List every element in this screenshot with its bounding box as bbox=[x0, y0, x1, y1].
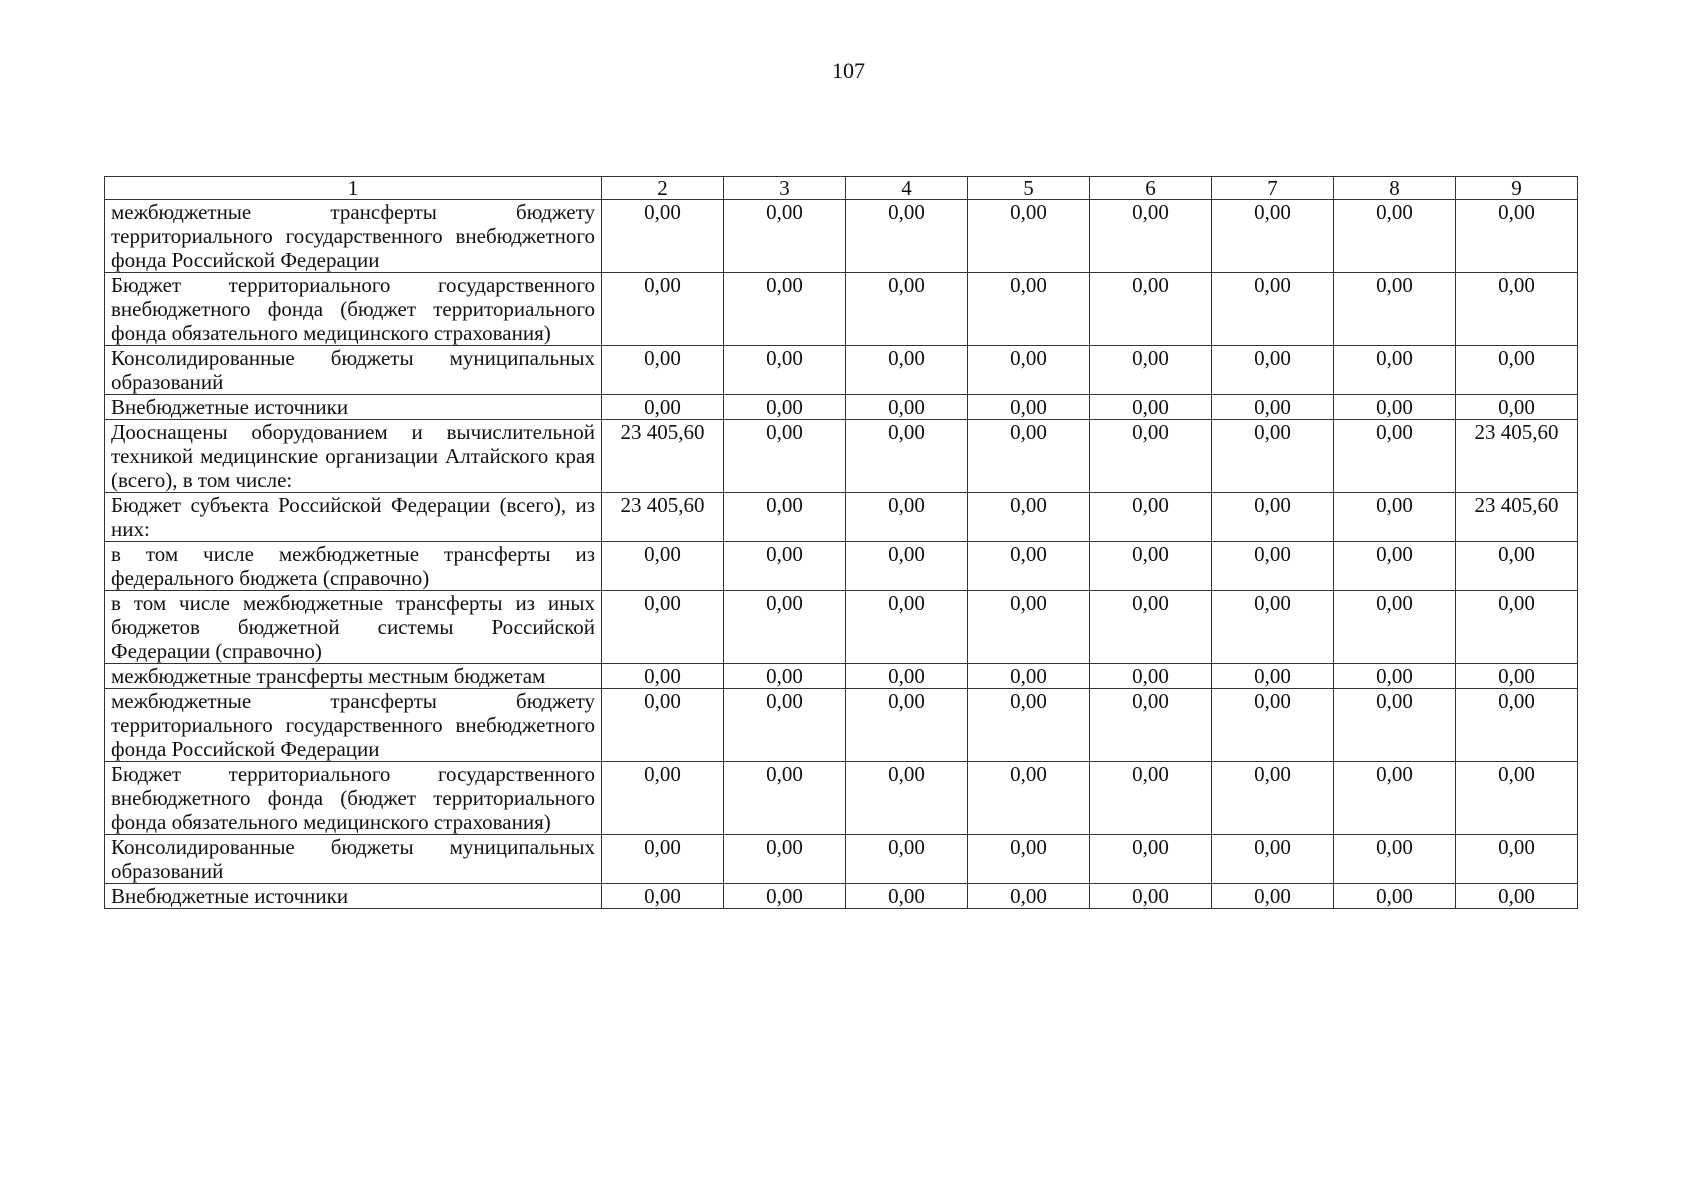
value-cell-col-7: 0,00 bbox=[1212, 884, 1334, 909]
value-cell-col-9: 0,00 bbox=[1456, 346, 1578, 395]
value-cell-col-4: 0,00 bbox=[846, 493, 968, 542]
value-cell-col-7: 0,00 bbox=[1212, 664, 1334, 689]
value-cell-col-3: 0,00 bbox=[724, 273, 846, 346]
value-cell-col-9: 0,00 bbox=[1456, 884, 1578, 909]
value-cell-col-2: 0,00 bbox=[602, 762, 724, 835]
value-cell-col-4: 0,00 bbox=[846, 664, 968, 689]
value-cell-col-8: 0,00 bbox=[1334, 346, 1456, 395]
value-cell-col-8: 0,00 bbox=[1334, 395, 1456, 420]
value-cell-col-4: 0,00 bbox=[846, 591, 968, 664]
value-cell-col-6: 0,00 bbox=[1090, 664, 1212, 689]
value-cell-col-7: 0,00 bbox=[1212, 762, 1334, 835]
column-header-4: 4 bbox=[846, 177, 968, 200]
row-label: Бюджет территориального государственного внебюджетного фонда (бюджет территориального фонда обязательного медицинского страхования) bbox=[105, 273, 602, 346]
value-cell-col-9: 23 405,60 bbox=[1456, 420, 1578, 493]
value-cell-col-5: 0,00 bbox=[968, 835, 1090, 884]
value-cell-col-2: 0,00 bbox=[602, 346, 724, 395]
value-cell-col-9: 0,00 bbox=[1456, 542, 1578, 591]
page-number: 107 bbox=[832, 58, 865, 83]
value-cell-col-5: 0,00 bbox=[968, 493, 1090, 542]
value-cell-col-5: 0,00 bbox=[968, 664, 1090, 689]
value-cell-col-2: 0,00 bbox=[602, 542, 724, 591]
value-cell-col-7: 0,00 bbox=[1212, 689, 1334, 762]
value-cell-col-5: 0,00 bbox=[968, 200, 1090, 273]
value-cell-col-6: 0,00 bbox=[1090, 346, 1212, 395]
value-cell-col-4: 0,00 bbox=[846, 884, 968, 909]
value-cell-col-5: 0,00 bbox=[968, 346, 1090, 395]
row-label: Дооснащены оборудованием и вычислительной техникой медицинские организации Алтайского края (всего), в том числе: bbox=[105, 420, 602, 493]
value-cell-col-2: 0,00 bbox=[602, 395, 724, 420]
column-header-1: 1 bbox=[105, 177, 602, 200]
value-cell-col-6: 0,00 bbox=[1090, 835, 1212, 884]
value-cell-col-5: 0,00 bbox=[968, 762, 1090, 835]
value-cell-col-9: 0,00 bbox=[1456, 591, 1578, 664]
value-cell-col-6: 0,00 bbox=[1090, 493, 1212, 542]
table-row bbox=[105, 542, 1578, 591]
value-cell-col-8: 0,00 bbox=[1334, 420, 1456, 493]
value-cell-col-3: 0,00 bbox=[724, 346, 846, 395]
value-cell-col-3: 0,00 bbox=[724, 591, 846, 664]
table-row bbox=[105, 420, 1578, 493]
row-label: межбюджетные трансферты местным бюджетам bbox=[105, 664, 602, 689]
column-header-6: 6 bbox=[1090, 177, 1212, 200]
value-cell-col-5: 0,00 bbox=[968, 420, 1090, 493]
value-cell-col-2: 23 405,60 bbox=[602, 493, 724, 542]
column-header-7: 7 bbox=[1212, 177, 1334, 200]
value-cell-col-8: 0,00 bbox=[1334, 762, 1456, 835]
table-row bbox=[105, 493, 1578, 542]
value-cell-col-6: 0,00 bbox=[1090, 200, 1212, 273]
row-label: Консолидированные бюджеты муниципальных образований bbox=[105, 346, 602, 395]
table-row bbox=[105, 689, 1578, 762]
budget-table-container bbox=[104, 176, 1578, 909]
row-label: Внебюджетные источники bbox=[105, 395, 602, 420]
value-cell-col-2: 0,00 bbox=[602, 884, 724, 909]
value-cell-col-7: 0,00 bbox=[1212, 591, 1334, 664]
value-cell-col-3: 0,00 bbox=[724, 493, 846, 542]
value-cell-col-4: 0,00 bbox=[846, 273, 968, 346]
row-label: межбюджетные трансферты бюджету территориального государственного внебюджетного фонда Российской Федерации bbox=[105, 689, 602, 762]
value-cell-col-7: 0,00 bbox=[1212, 493, 1334, 542]
table-body bbox=[105, 200, 1578, 909]
value-cell-col-3: 0,00 bbox=[724, 664, 846, 689]
value-cell-col-6: 0,00 bbox=[1090, 762, 1212, 835]
value-cell-col-3: 0,00 bbox=[724, 200, 846, 273]
value-cell-col-7: 0,00 bbox=[1212, 346, 1334, 395]
value-cell-col-6: 0,00 bbox=[1090, 273, 1212, 346]
value-cell-col-8: 0,00 bbox=[1334, 689, 1456, 762]
value-cell-col-5: 0,00 bbox=[968, 542, 1090, 591]
table-row bbox=[105, 835, 1578, 884]
value-cell-col-6: 0,00 bbox=[1090, 395, 1212, 420]
value-cell-col-5: 0,00 bbox=[968, 273, 1090, 346]
value-cell-col-6: 0,00 bbox=[1090, 542, 1212, 591]
value-cell-col-6: 0,00 bbox=[1090, 420, 1212, 493]
value-cell-col-4: 0,00 bbox=[846, 346, 968, 395]
value-cell-col-7: 0,00 bbox=[1212, 835, 1334, 884]
row-label: Внебюджетные источники bbox=[105, 884, 602, 909]
value-cell-col-9: 0,00 bbox=[1456, 395, 1578, 420]
row-label: Бюджет субъекта Российской Федерации (всего), из них: bbox=[105, 493, 602, 542]
value-cell-col-9: 0,00 bbox=[1456, 200, 1578, 273]
table-row bbox=[105, 273, 1578, 346]
value-cell-col-3: 0,00 bbox=[724, 835, 846, 884]
table-row bbox=[105, 762, 1578, 835]
value-cell-col-6: 0,00 bbox=[1090, 884, 1212, 909]
row-label: в том числе межбюджетные трансферты из федерального бюджета (справочно) bbox=[105, 542, 602, 591]
row-label: Бюджет территориального государственного внебюджетного фонда (бюджет территориального фонда обязательного медицинского страхования) bbox=[105, 762, 602, 835]
value-cell-col-6: 0,00 bbox=[1090, 689, 1212, 762]
value-cell-col-2: 0,00 bbox=[602, 200, 724, 273]
value-cell-col-3: 0,00 bbox=[724, 542, 846, 591]
value-cell-col-4: 0,00 bbox=[846, 835, 968, 884]
value-cell-col-2: 23 405,60 bbox=[602, 420, 724, 493]
row-label: Консолидированные бюджеты муниципальных образований bbox=[105, 835, 602, 884]
value-cell-col-7: 0,00 bbox=[1212, 273, 1334, 346]
budget-table bbox=[104, 176, 1578, 909]
table-row bbox=[105, 591, 1578, 664]
value-cell-col-4: 0,00 bbox=[846, 395, 968, 420]
value-cell-col-4: 0,00 bbox=[846, 542, 968, 591]
column-header-8: 8 bbox=[1334, 177, 1456, 200]
value-cell-col-8: 0,00 bbox=[1334, 542, 1456, 591]
value-cell-col-7: 0,00 bbox=[1212, 420, 1334, 493]
value-cell-col-4: 0,00 bbox=[846, 420, 968, 493]
value-cell-col-3: 0,00 bbox=[724, 884, 846, 909]
value-cell-col-9: 23 405,60 bbox=[1456, 493, 1578, 542]
value-cell-col-9: 0,00 bbox=[1456, 664, 1578, 689]
value-cell-col-8: 0,00 bbox=[1334, 200, 1456, 273]
value-cell-col-5: 0,00 bbox=[968, 395, 1090, 420]
value-cell-col-9: 0,00 bbox=[1456, 762, 1578, 835]
value-cell-col-2: 0,00 bbox=[602, 591, 724, 664]
value-cell-col-7: 0,00 bbox=[1212, 395, 1334, 420]
value-cell-col-2: 0,00 bbox=[602, 664, 724, 689]
row-label: межбюджетные трансферты бюджету территориального государственного внебюджетного фонда Российской Федерации bbox=[105, 200, 602, 273]
table-row bbox=[105, 346, 1578, 395]
value-cell-col-3: 0,00 bbox=[724, 762, 846, 835]
column-header-3: 3 bbox=[724, 177, 846, 200]
value-cell-col-7: 0,00 bbox=[1212, 542, 1334, 591]
value-cell-col-9: 0,00 bbox=[1456, 835, 1578, 884]
value-cell-col-6: 0,00 bbox=[1090, 591, 1212, 664]
value-cell-col-4: 0,00 bbox=[846, 762, 968, 835]
value-cell-col-3: 0,00 bbox=[724, 689, 846, 762]
column-header-9: 9 bbox=[1456, 177, 1578, 200]
column-header-2: 2 bbox=[602, 177, 724, 200]
value-cell-col-5: 0,00 bbox=[968, 884, 1090, 909]
value-cell-col-2: 0,00 bbox=[602, 273, 724, 346]
table-row bbox=[105, 884, 1578, 909]
table-row bbox=[105, 200, 1578, 273]
value-cell-col-3: 0,00 bbox=[724, 420, 846, 493]
value-cell-col-4: 0,00 bbox=[846, 200, 968, 273]
value-cell-col-4: 0,00 bbox=[846, 689, 968, 762]
value-cell-col-5: 0,00 bbox=[968, 689, 1090, 762]
value-cell-col-5: 0,00 bbox=[968, 591, 1090, 664]
value-cell-col-8: 0,00 bbox=[1334, 835, 1456, 884]
header-row bbox=[105, 177, 1578, 200]
value-cell-col-8: 0,00 bbox=[1334, 493, 1456, 542]
value-cell-col-2: 0,00 bbox=[602, 689, 724, 762]
value-cell-col-8: 0,00 bbox=[1334, 591, 1456, 664]
value-cell-col-7: 0,00 bbox=[1212, 200, 1334, 273]
value-cell-col-8: 0,00 bbox=[1334, 664, 1456, 689]
value-cell-col-9: 0,00 bbox=[1456, 689, 1578, 762]
table-row bbox=[105, 664, 1578, 689]
row-label: в том числе межбюджетные трансферты из иных бюджетов бюджетной системы Российской Федерации (справочно) bbox=[105, 591, 602, 664]
value-cell-col-8: 0,00 bbox=[1334, 884, 1456, 909]
value-cell-col-9: 0,00 bbox=[1456, 273, 1578, 346]
table-row bbox=[105, 395, 1578, 420]
table-header bbox=[105, 177, 1578, 200]
value-cell-col-2: 0,00 bbox=[602, 835, 724, 884]
value-cell-col-3: 0,00 bbox=[724, 395, 846, 420]
column-header-5: 5 bbox=[968, 177, 1090, 200]
value-cell-col-8: 0,00 bbox=[1334, 273, 1456, 346]
